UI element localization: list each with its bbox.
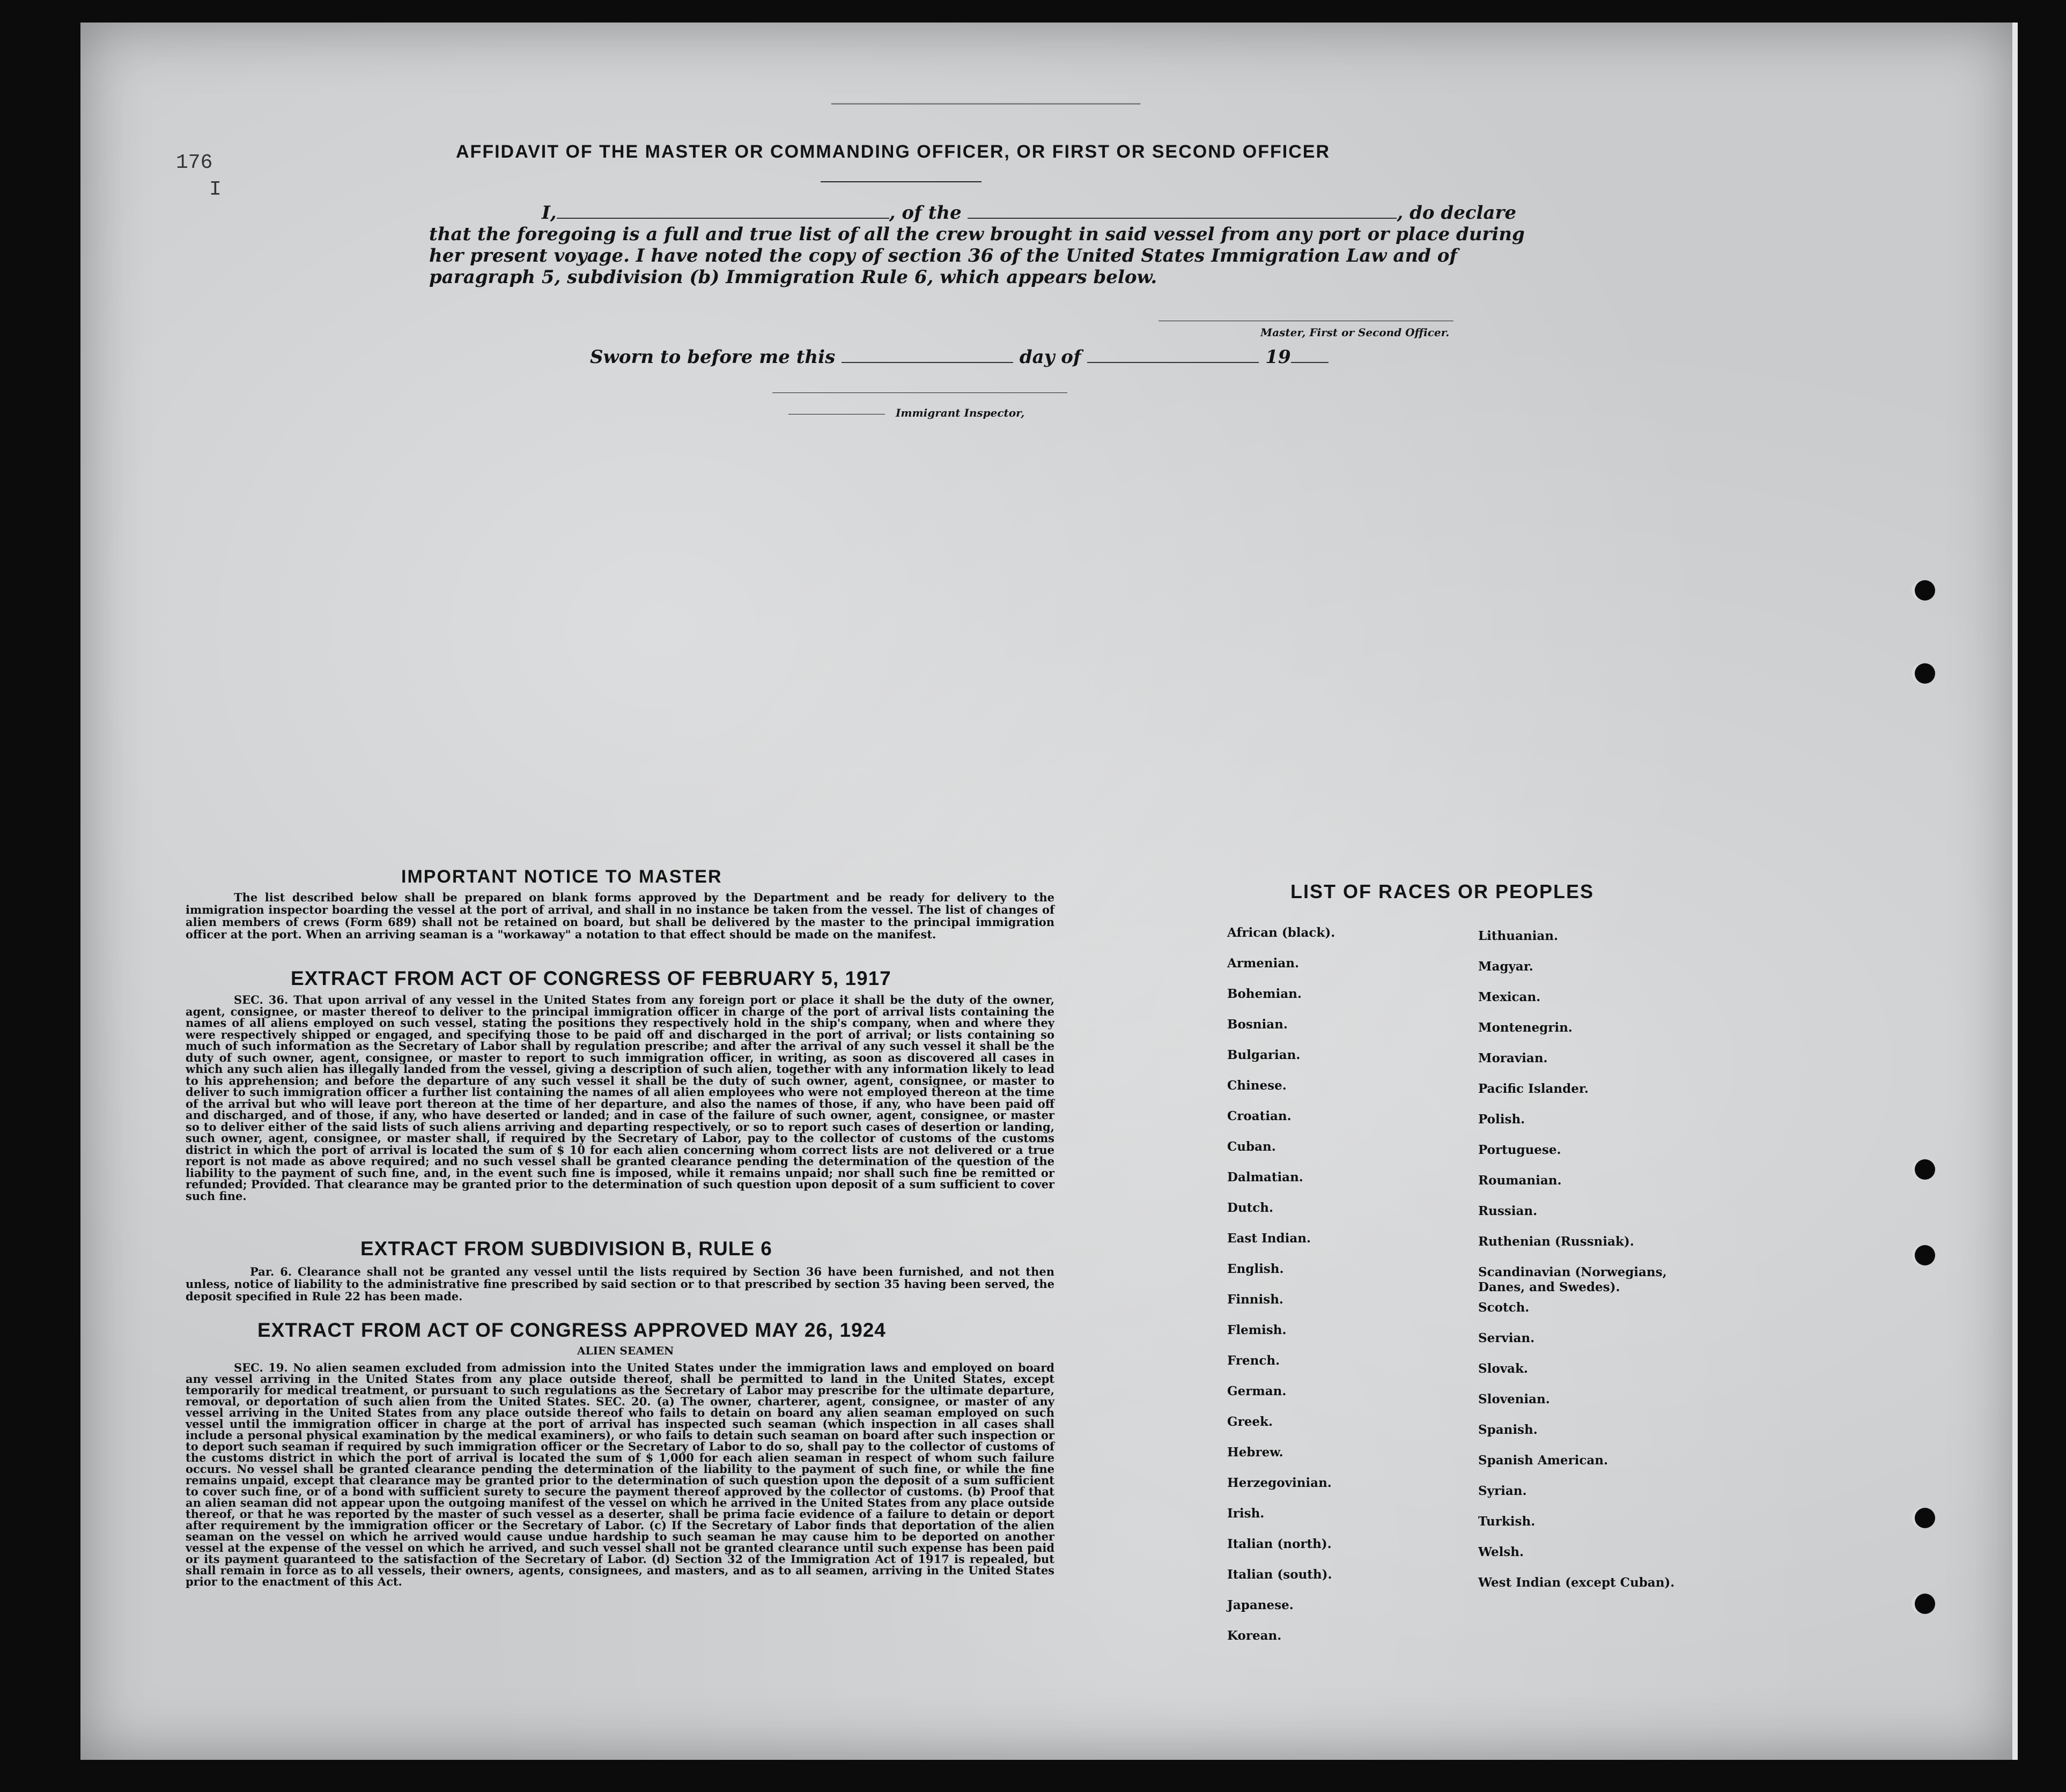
race-item: Slovak. <box>1478 1361 1528 1376</box>
race-item: Pacific Islander. <box>1478 1082 1589 1096</box>
affidavit-body <box>429 202 1555 288</box>
race-item: Korean. <box>1227 1628 1282 1643</box>
races-right-column <box>1478 929 1703 1606</box>
race-item: French. <box>1227 1353 1280 1368</box>
race-item: Syrian. <box>1478 1484 1527 1498</box>
document-sheet <box>80 23 2018 1760</box>
race-item: Dutch. <box>1227 1201 1274 1215</box>
race-item: Russian. <box>1478 1204 1538 1218</box>
race-item: Slovenian. <box>1478 1392 1550 1406</box>
race-item: Bosnian. <box>1227 1017 1288 1032</box>
title-underline <box>821 181 982 182</box>
race-item: Spanish American. <box>1478 1453 1608 1468</box>
affidavit-statement: that the foregoing is a full and true list of all the crew brought in said vessel from any port or place during her present voyage. I have noted the copy of section 36 of the United States Immigration Law and of paragraph 5, subdivision (b) Immigration Rule 6, which appears below. <box>429 224 1525 288</box>
race-item: Flemish. <box>1227 1323 1287 1337</box>
extract-rule6-text: Par. 6. Clearance shall not be granted any vessel until the lists required by Section 36 have been furnished, and not then unless, notice of liability to the administrative fine prescribed by said section or to that prescribed by section 35 having been served, the deposit specified in Rule 22 has been made. <box>186 1265 1054 1303</box>
master-signature-label: Master, First or Second Officer. <box>1260 326 1450 339</box>
extract-1924-text: SEC. 19. No alien seamen excluded from admission into the United States under the immigration laws and employed on board any vessel arriving in the United States from any place outside thereof, shall be permitted to land in the United States, except temporarily for medical treatment, or pursuant to such regulations as the Secretary of Labor may prescribe for the ultimate departure, removal, or deportation of such alien from the United States. SEC. 20. (a) The owner, charterer, agent, consignee, or master of any vessel arriving in the United States from any place outside thereof who fails to detain on board any alien seaman employed on such vessel until the immigration officer in charge at the port of arrival has inspected such seaman (which inspection in all cases shall include a personal physical examination by the medical examiners), or who fails to detain such seaman on board after such inspection or to deport such seaman if required by such immigration officer or the Secretary of Labor to do so, shall pay to the collector of customs of the customs district in which the port of arrival is located the sum of $ 1,000 for each alien seaman in respect of whom such failure occurs. No vessel shall be granted clearance pending the determination of the liability to the payment of such fine, or while the fine remains unpaid, except that clearance may be granted prior to the determination of such question upon the deposit of a sum sufficient to cover such fine, or of a bond with sufficient surety to secure the payment thereof approved by the collector of customs. (b) Proof that an alien seaman did not appear upon the outgoing manifest of the vessel on which he arrived in the United States from any place outside thereof, or that he was reported by the master of such vessel as a deserter, shall be prima facie evidence of a failure to detain or deport after requirement by the immigration officer or the Secretary of Labor. (c) If the Secretary of Labor finds that deportation of the alien seaman on the vessel on which he arrived would cause undue hardship to such seaman he may cause him to be deported on another vessel at the expense of the vessel on which he arrived, and such vessel shall not be granted clearance until such expense has been paid or its payment guaranteed to the satisfaction of the Secretary of Labor. (d) Section 32 of the Immigration Act of 1917 is repealed, but shall remain in force as to all vessels, their owners, agents, consignees, and masters, and as to all seamen, arriving in the United States prior to the enactment of this Act. <box>186 1361 1054 1588</box>
sworn-line <box>590 346 1341 368</box>
affidavit-do-declare: , do declare <box>1397 202 1517 224</box>
vessel-blank[interactable] <box>968 218 1397 219</box>
bleed-through-text: ———————————————————————— <box>831 92 1141 116</box>
binder-hole <box>1915 1245 1935 1265</box>
race-item: Dalmatian. <box>1227 1170 1303 1184</box>
binder-hole <box>1915 1508 1935 1528</box>
notice-title: IMPORTANT NOTICE TO MASTER <box>401 867 722 887</box>
paper-edge <box>2012 23 2018 1760</box>
race-item: Spanish. <box>1478 1423 1538 1437</box>
race-item: African (black). <box>1227 925 1335 940</box>
binder-hole <box>1915 580 1935 601</box>
race-item: Japanese. <box>1227 1598 1294 1612</box>
margin-mark-top: 176 <box>176 151 213 174</box>
race-item: Italian (south). <box>1227 1567 1332 1582</box>
race-item: Roumanian. <box>1478 1173 1562 1188</box>
race-item: Hebrew. <box>1227 1445 1283 1460</box>
race-item: Ruthenian (Russniak). <box>1478 1234 1634 1249</box>
race-item: Turkish. <box>1478 1514 1536 1529</box>
inspector-label: Immigrant Inspector, <box>896 406 1025 419</box>
race-item: Mexican. <box>1478 990 1541 1004</box>
race-item: German. <box>1227 1384 1287 1398</box>
race-item: Scotch. <box>1478 1300 1530 1315</box>
extract-1917-title: EXTRACT FROM ACT OF CONGRESS OF FEBRUARY 5, 1917 <box>291 967 891 989</box>
day-of-text: day of <box>1019 346 1081 368</box>
extract-1924-subtitle: ALIEN SEAMEN <box>577 1344 674 1357</box>
binder-hole <box>1915 663 1935 684</box>
affidavit-title: AFFIDAVIT OF THE MASTER OR COMMANDING OFFICER, OR FIRST OR SECOND OFFICER <box>456 142 1330 162</box>
race-item: Herzegovinian. <box>1227 1476 1332 1490</box>
year-prefix: 19 <box>1265 346 1291 368</box>
race-item: Scandinavian (Norwegians, Danes, and Swedes). <box>1478 1265 1667 1294</box>
name-blank[interactable] <box>557 218 889 219</box>
race-item: English. <box>1227 1262 1284 1276</box>
month-blank[interactable] <box>1087 362 1259 363</box>
affidavit-i: I, <box>542 202 557 224</box>
race-item: West Indian (except Cuban). <box>1478 1575 1675 1590</box>
day-blank[interactable] <box>842 362 1013 363</box>
race-item: Greek. <box>1227 1415 1273 1429</box>
binder-hole <box>1915 1159 1935 1180</box>
race-item: Croatian. <box>1227 1109 1292 1123</box>
margin-mark-second: I <box>209 178 222 201</box>
affidavit-of-the: , of the <box>889 202 962 224</box>
race-item: Welsh. <box>1478 1545 1524 1559</box>
extract-rule6-title: EXTRACT FROM SUBDIVISION B, RULE 6 <box>360 1238 772 1260</box>
race-item: Chinese. <box>1227 1078 1287 1093</box>
extract-1924-title: EXTRACT FROM ACT OF CONGRESS APPROVED MAY 26, 1924 <box>257 1319 886 1341</box>
race-item: Montenegrin. <box>1478 1020 1573 1035</box>
race-item: Finnish. <box>1227 1292 1283 1307</box>
race-item: Magyar. <box>1478 959 1533 974</box>
race-item: Bohemian. <box>1227 987 1302 1001</box>
sworn-text: Sworn to before me this <box>590 346 836 368</box>
race-item: Portuguese. <box>1478 1143 1561 1157</box>
year-blank[interactable] <box>1291 362 1329 363</box>
race-item: Polish. <box>1478 1112 1525 1127</box>
race-item: Bulgarian. <box>1227 1048 1301 1062</box>
binder-hole <box>1915 1594 1935 1614</box>
race-item: East Indian. <box>1227 1231 1311 1246</box>
race-item: Lithuanian. <box>1478 929 1558 943</box>
race-item: Servian. <box>1478 1331 1535 1345</box>
races-left-column <box>1227 925 1452 1659</box>
race-item: Irish. <box>1227 1506 1265 1521</box>
race-item: Armenian. <box>1227 956 1300 971</box>
races-title: LIST OF RACES OR PEOPLES <box>1290 880 1595 902</box>
race-item: Moravian. <box>1478 1051 1548 1065</box>
notice-text: The list described below shall be prepared on blank forms approved by the Department and be ready for delivery to the immigration inspector boarding the vessel at the port of arrival, and shall in no instance be taken from the vessel. The list of changes of alien members of crews (Form 689) shall not be retained on board, but shall be delivered by the master to the principal immigration officer at the port. When an arriving seaman is a "workaway" a notation to that effect should be made on the manifest. <box>186 891 1054 941</box>
extract-1917-text: SEC. 36. That upon arrival of any vessel in the United States from any foreign port or place it shall be the duty of the owner, agent, consignee, or master thereof to deliver to the principal immigration officer in charge of the port of arrival lists containing the names of all aliens employed on such vessel, stating the positions they respectively hold in the ship's company, when and where they were respectively shipped or engaged, and specifying those to be paid off and discharged in the port of arrival; or lists containing so much of such information as the Secretary of Labor shall by regulation prescribe; and after the arrival of any such vessel it shall be the duty of such owner, agent, consignee, or master to report to such immigration officer, in writing, as soon as discovered all cases in which any such alien has illegally landed from the vessel, giving a description of such alien, together with any information likely to lead to his apprehension; and before the departure of any such vessel it shall be the duty of such owner, agent, consignee, or master to deliver to such immigration officer a further list containing the names of all alien employees who were not employed thereon at the time of the arrival but who will leave port thereon at the time of her departure, and also the names of those, if any, who have been paid off and discharged, and of those, if any, who have deserted or landed; and in case of the failure of such owner, agent, consignee, or master so to deliver either of the said lists of such aliens arriving and departing respectively, or so to report such cases of desertion or landing, such owner, agent, consignee, or master shall, if required by the Secretary of Labor, pay to the collector of customs of the customs district in which the port of arrival is located the sum of $ 10 for each alien concerning whom correct lists are not delivered or a true report is not made as above required; and no such vessel shall be granted clearance pending the determination of the question of the liability to the payment of such fine, and, in the event such fine is imposed, while it remains unpaid; nor shall such fine be remitted or refunded; Provided. That clearance may be granted prior to the determination of such question upon deposit of a sum sufficient to cover such fine. <box>186 993 1054 1203</box>
race-item: Cuban. <box>1227 1139 1276 1154</box>
race-item: Italian (north). <box>1227 1537 1332 1551</box>
